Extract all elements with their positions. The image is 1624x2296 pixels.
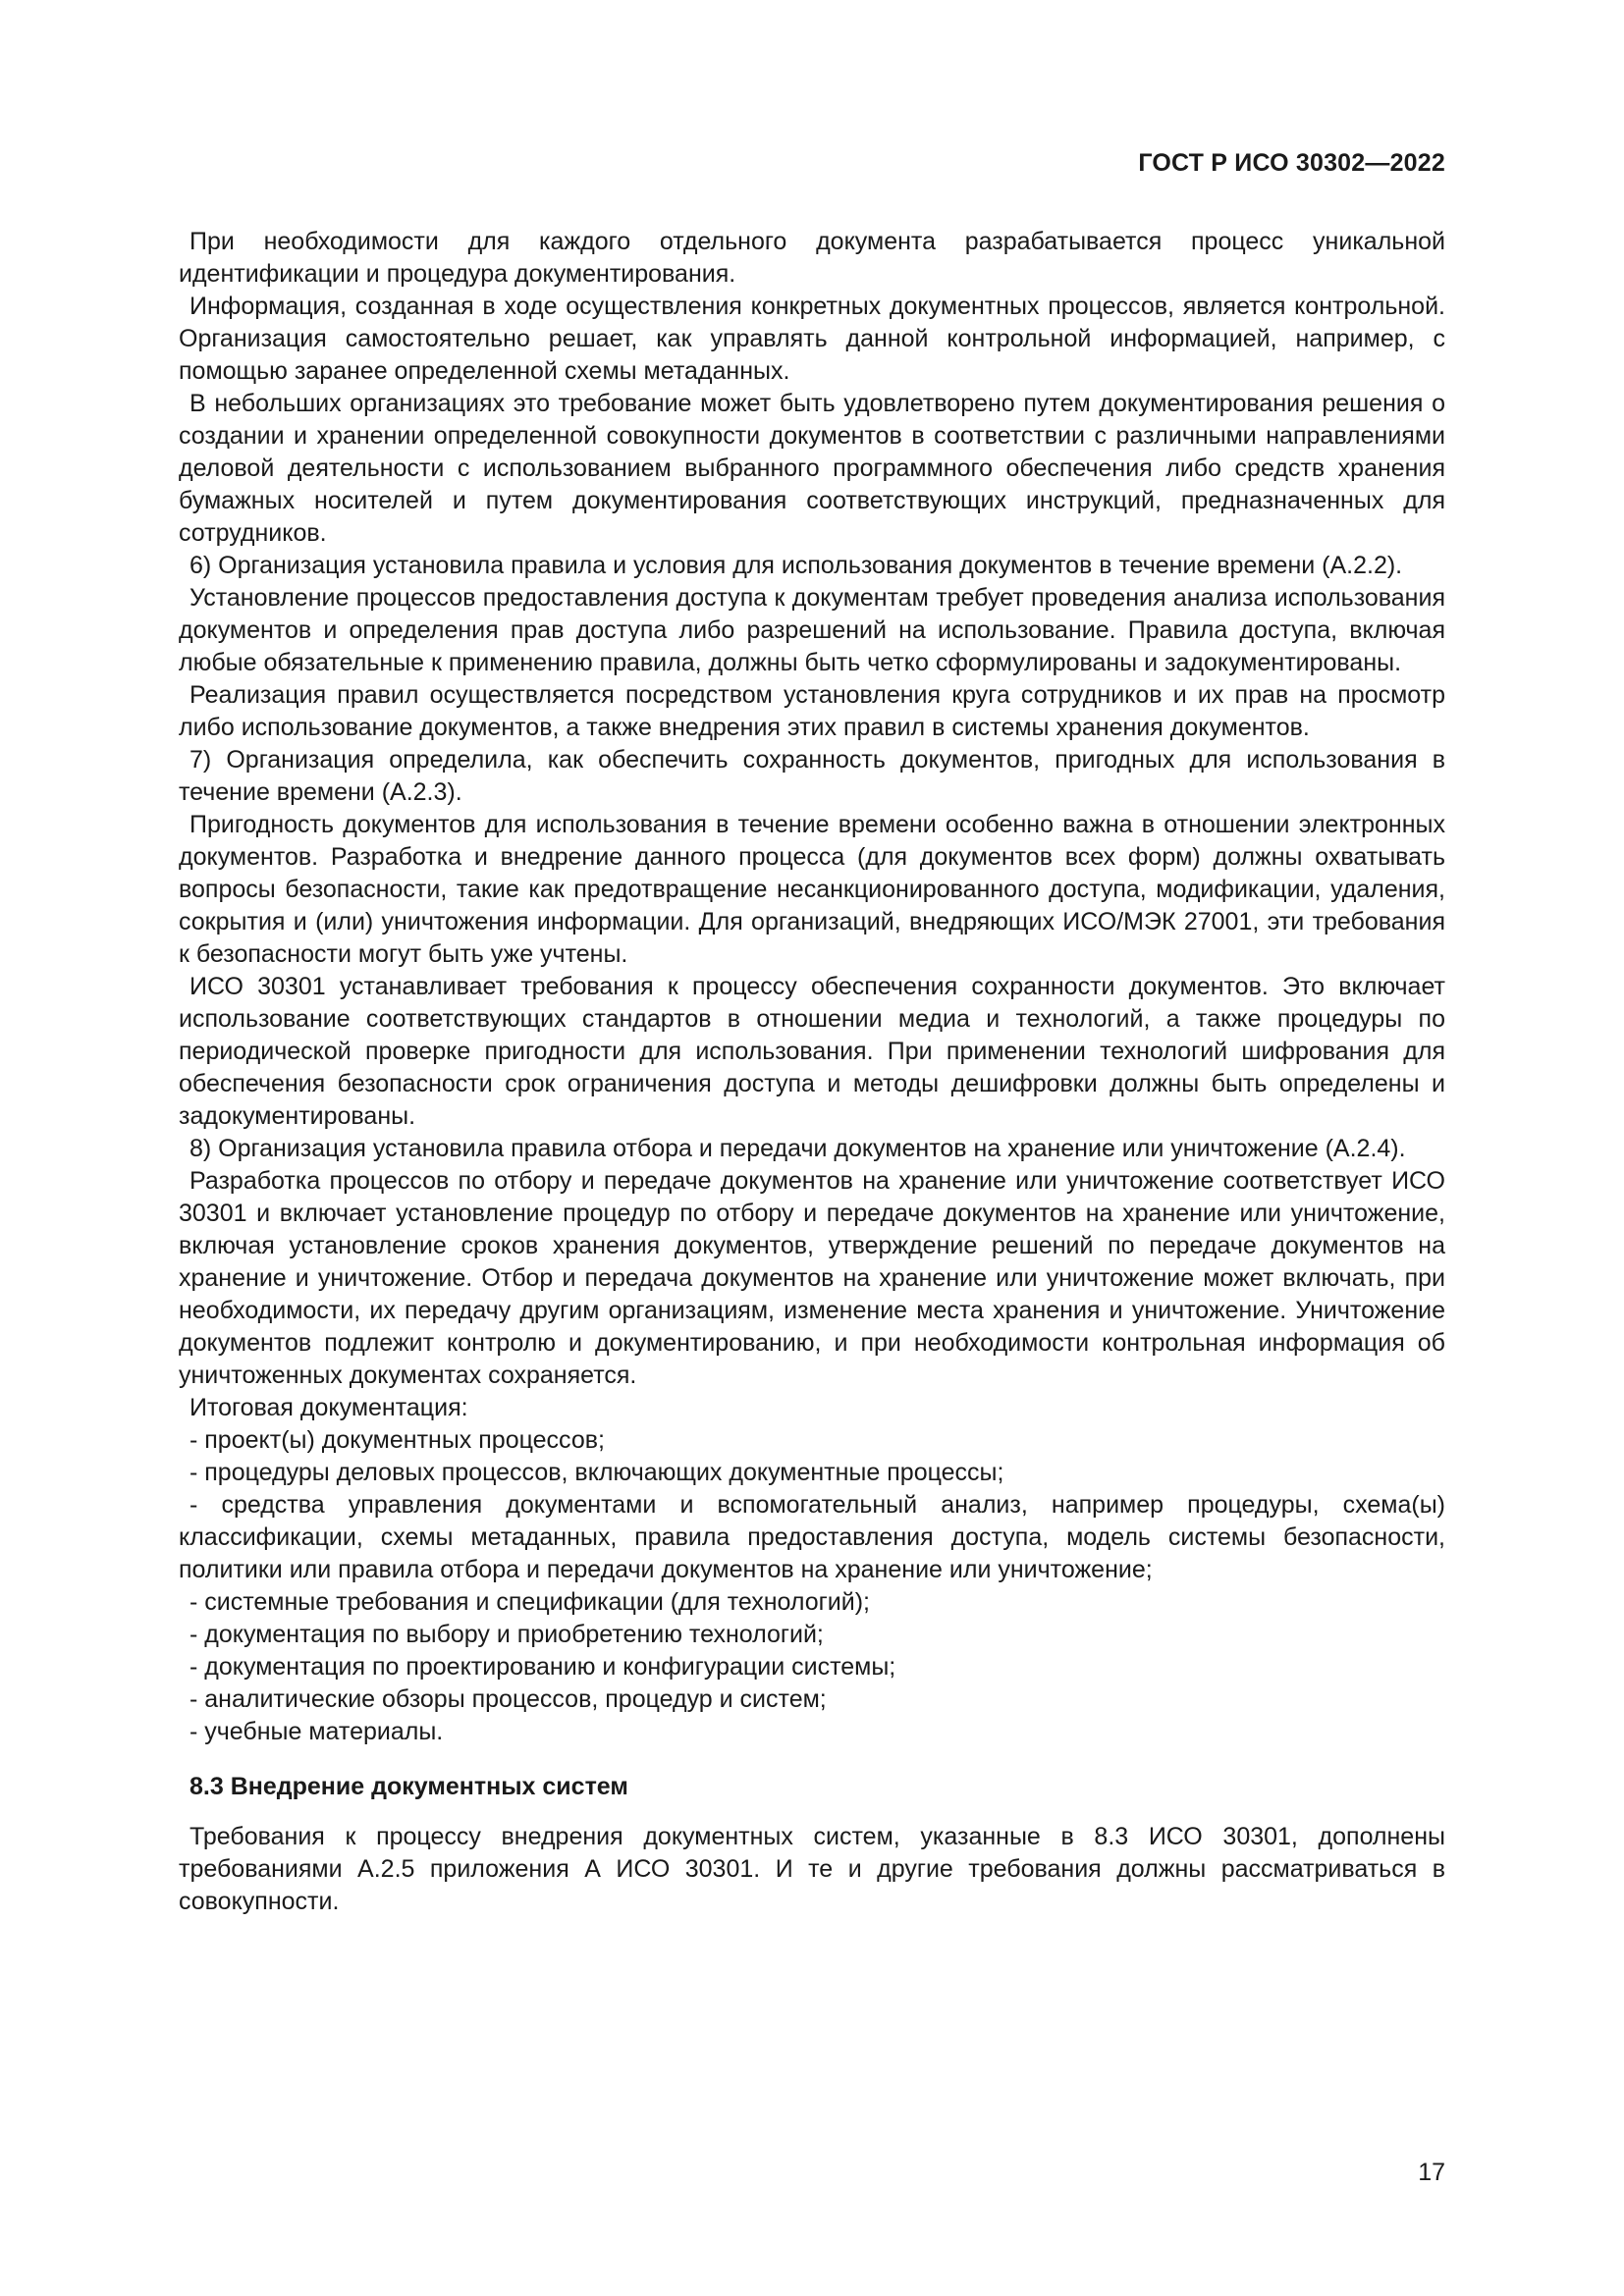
section-heading: 8.3 Внедрение документных систем xyxy=(189,1773,628,1800)
paragraph-item-7: 7) Организация определила, как обеспечить сохранность документов, пригодных для использования в течение времени (А.2.3). xyxy=(179,746,1445,806)
list-item: - процедуры деловых процессов, включающих документные процессы; xyxy=(189,1459,1004,1486)
list-item: - аналитические обзоры процессов, процедур и систем; xyxy=(189,1685,827,1713)
document-code-header: ГОСТ Р ИСО 30302—2022 xyxy=(1138,149,1445,177)
list-item: - учебные материалы. xyxy=(189,1718,444,1745)
list-item: - документация по выбору и приобретению технологий; xyxy=(189,1621,824,1648)
paragraph-item-8: 8) Организация установила правила отбора и передачи документов на хранение или уничтожение (А.2.4). xyxy=(189,1135,1406,1162)
page-number: 17 xyxy=(1418,2159,1445,2186)
paragraph: Информация, созданная в ходе осуществления конкретных документных процессов, является контрольной. Организация самостоятельно решает, как управлять данной контрольной информацией, например, с помощью заранее определенной схемы метаданных. xyxy=(179,293,1445,385)
paragraph: Установление процессов предоставления доступа к документам требует проведения анализа использования документов и определения прав доступа либо разрешений на использование. Правила доступа, включая любые обязательные к применению правила, должны быть четко сформулированы и задокументированы. xyxy=(179,584,1445,676)
document-body xyxy=(179,226,1445,1918)
paragraph: В небольших организациях это требование может быть удовлетворено путем документирования решения о создании и хранении определенной совокупности документов в соответствии с различными направлениями деловой деятельности с использованием выбранного программного обеспечения либо средств хранения бумажных носителей и путем документирования соответствующих инструкций, предназначенных для сотрудников. xyxy=(179,390,1445,547)
list-item: - системные требования и спецификации (для технологий); xyxy=(189,1588,870,1616)
paragraph-summary-label: Итоговая документация: xyxy=(189,1394,468,1421)
paragraph-item-6: 6) Организация установила правила и условия для использования документов в течение времени (А.2.2). xyxy=(189,552,1403,579)
list-item: - проект(ы) документных процессов; xyxy=(189,1426,605,1454)
list-item: - документация по проектированию и конфигурации системы; xyxy=(189,1653,896,1681)
documentation-list xyxy=(179,1424,1445,1748)
paragraph: При необходимости для каждого отдельного документа разрабатывается процесс уникальной идентификации и процедура документирования. xyxy=(179,228,1445,288)
paragraph: Реализация правил осуществляется посредством установления круга сотрудников и их прав на просмотр либо использование документов, а также внедрения этих правил в системы хранения документов. xyxy=(179,681,1445,741)
section-paragraph: Требования к процессу внедрения документных систем, указанные в 8.3 ИСО 30301, дополнены требованиями А.2.5 приложения А ИСО 30301. И те и другие требования должны рассматриваться в совокупности. xyxy=(179,1823,1445,1915)
paragraph: Пригодность документов для использования в течение времени особенно важна в отношении электронных документов. Разработка и внедрение данного процесса (для документов всех форм) должны охватывать вопросы безопасности, такие как предотвращение несанкционированного доступа, модификации, удаления, сокрытия и (или) уничтожения информации. Для организаций, внедряющих ИСО/МЭК 27001, эти требования к безопасности могут быть уже учтены. xyxy=(179,811,1445,968)
paragraph: ИСО 30301 устанавливает требования к процессу обеспечения сохранности документов. Это включает использование соответствующих стандартов в отношении медиа и технологий, а также процедуры по периодической проверке пригодности для использования. При применении технологий шифрования для обеспечения безопасности срок ограничения доступа и методы дешифровки должны быть определены и задокументированы. xyxy=(179,973,1445,1130)
list-item: - средства управления документами и вспомогательный анализ, например процедуры, схема(ы) классификации, схемы метаданных, правила предоставления доступа, модель системы безопасности, политики или правила отбора и передачи документов на хранение или уничтожение; xyxy=(179,1491,1445,1583)
paragraph: Разработка процессов по отбору и передаче документов на хранение или уничтожение соответствует ИСО 30301 и включает установление процедур по отбору и передаче документов на хранение или уничтожение, включая установление сроков хранения документов, утверждение решений по передаче документов на хранение и уничтожение. Отбор и передача документов на хранение или уничтожение может включать, при необходимости, их передачу другим организациям, изменение места хранения и уничтожение. Уничтожение документов подлежит контролю и документированию, и при необходимости контрольная информация об уничтоженных документах сохраняется. xyxy=(179,1167,1445,1389)
